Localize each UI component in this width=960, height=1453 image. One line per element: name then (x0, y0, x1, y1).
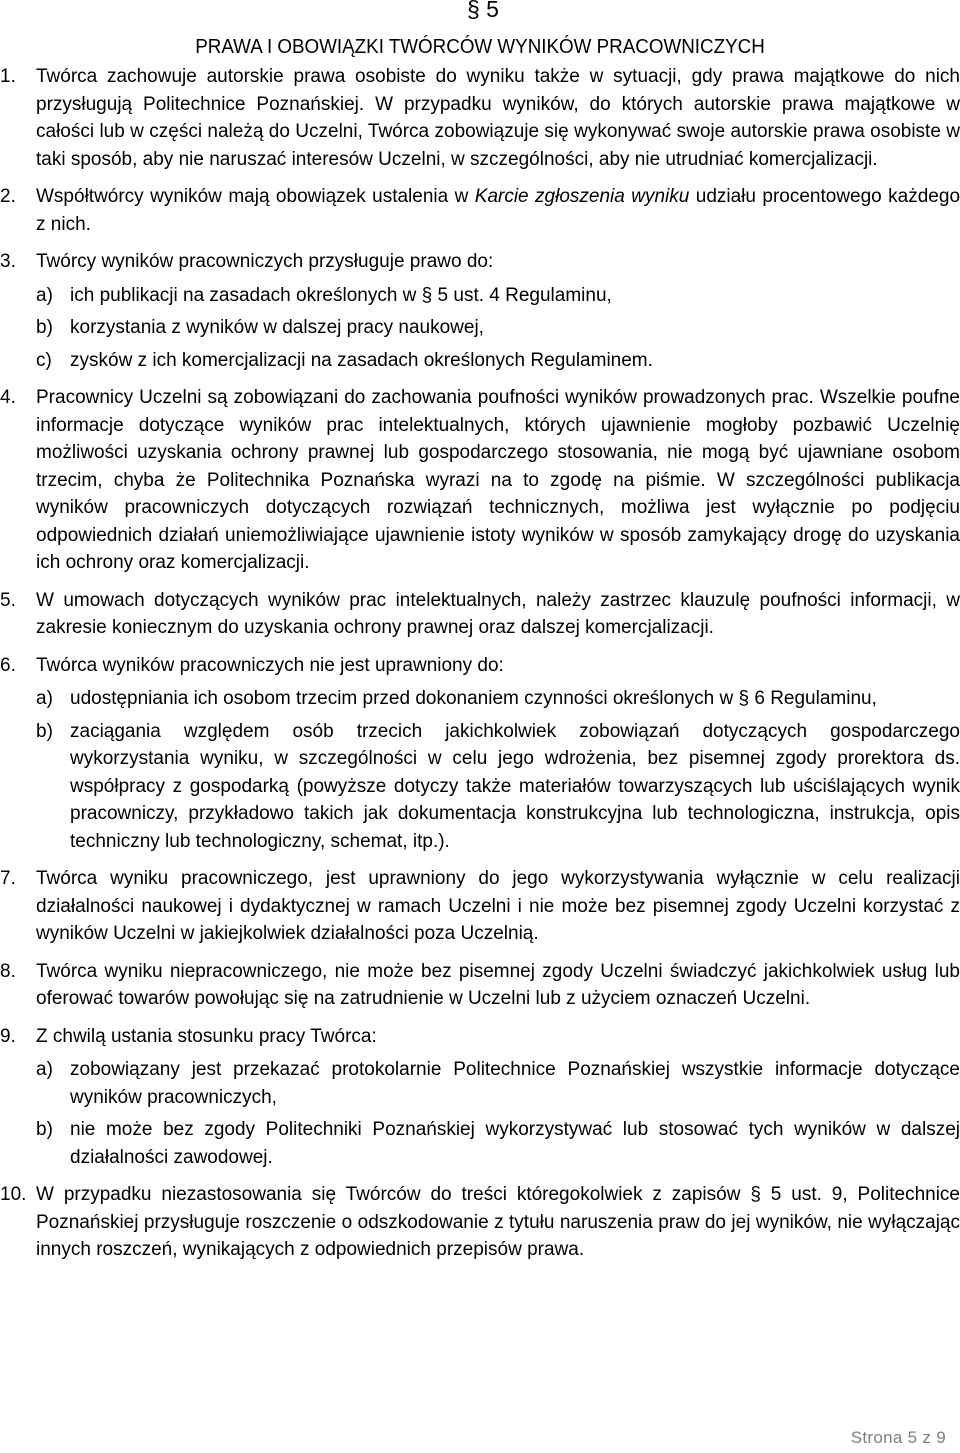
sub-letter: c) (36, 349, 52, 371)
item-text: Pracownicy Uczelni są zobowiązani do zachowania poufności wyników prowadzonych prac. Wszelkie poufne informacje dotyczące wyników prac intelektualnych, których ujawnienie mogłoby pozbawić Uczelnię możliwości uzyskania ochrony prawnej lub gospodarczego stosowania, nie mogą być ujawniane osobom trzecim, chyba że Politechnika Poznańska wyrazi na to zgodę na piśmie. W szczególności publikacja wyników pracowniczych dotyczących rozwiązań technicznych, możliwa jest wyłącznie po podjęciu odpowiednich działań uniemożliwiające ujawnienie istoty wyników w sposób zamykający drogę do uzyskania ich ochrony oraz komercjalizacji. (36, 387, 960, 573)
list-item (0, 865, 960, 948)
section-title: PRAWA I OBOWIĄZKI TWÓRCÓW WYNIKÓW PRACOWNICZYCH (195, 36, 765, 58)
list-item (0, 652, 960, 856)
sub-text: zaciągania względem osób trzecich jakichkolwiek zobowiązań dotyczących gospodarczego wykorzystania wyniku, w szczególności w celu jego wdrożenia, bez pisemnej zgody prorektora ds. współpracy z gospodarką (powyższe dotyczy także materiałów towarzyszących lub uściślających wynik pracowniczy, przykładowo takich jak dokumentacja konstrukcyjna lub technologiczna, instrukcja, opis techniczny lub technologiczny, schemat, itp.). (70, 720, 960, 852)
item-text: W przypadku niezastosowania się Twórców do treści któregokolwiek z zapisów § 5 ust. 9, Politechnice Poznańskiej przysługuje roszczenie o odszkodowanie z tytułu naruszenia praw do jej wyników, nie wyłączając innych roszczeń, wynikających z odpowiednich przepisów prawa. (36, 1184, 960, 1260)
item-number: 4. (0, 387, 16, 408)
item-number: 7. (0, 868, 16, 889)
sub-text: zobowiązany jest przekazać protokolarnie Politechnice Poznańskiej wszystkie informacje dotyczące wyników pracowniczych, (70, 1059, 960, 1108)
list-item (0, 958, 960, 1013)
list-item (0, 63, 960, 173)
item-number: 5. (0, 589, 16, 611)
item-lead: Z chwilą ustania stosunku pracy Twórca: (36, 1025, 377, 1047)
sub-text: zysków z ich komercjalizacji na zasadach określonych Regulaminem. (70, 349, 653, 371)
paragraph-marker: § 5 (467, 0, 499, 22)
list-item (0, 248, 960, 374)
sub-text: ich publikacji na zasadach określonych w § 5 ust. 4 Regulaminu, (70, 284, 612, 306)
item-number: 8. (0, 960, 16, 982)
sub-item (36, 282, 960, 310)
item-lead: Twórca wyników pracowniczych nie jest uprawniony do: (36, 654, 504, 676)
item-number: 10. (0, 1184, 27, 1205)
list-item (0, 384, 960, 577)
item-text: Twórca zachowuje autorskie prawa osobiste do wyniku także w sytuacji, gdy prawa majątkowe do nich przysługują Politechnice Poznańskiej. W przypadku wyników, do których autorskie prawa majątkowe w całości lub w części należą do Uczelni, Twórca zobowiązuje się wykonywać swoje autorskie prawa osobiste w taki sposób, aby nie naruszać interesów Uczelni, w szczególności, aby nie utrudniać komercjalizacji. (36, 66, 960, 170)
list-item (0, 1023, 960, 1172)
item-lead: Twórcy wyników pracowniczych przysługuje prawo do: (36, 251, 494, 272)
item-text: W umowach dotyczących wyników prac intelektualnych, należy zastrzec klauzulę poufności informacji, w zakresie koniecznym do uzyskania ochrony prawnej oraz dalszej komercjalizacji. (36, 589, 960, 638)
sub-item (36, 685, 960, 713)
italic-form-name: Karcie zgłoszenia wyniku (474, 186, 690, 207)
sub-text: udostępniania ich osobom trzecim przed dokonaniem czynności określonych w § 6 Regulaminu, (70, 688, 877, 709)
item-number: 2. (0, 186, 16, 207)
sub-item (36, 1056, 960, 1111)
item-text: Twórca wyniku pracowniczego, jest uprawniony do jego wykorzystywania wyłącznie w celu realizacji działalności naukowej i dydaktycznej w ramach Uczelni i nie może bez pisemnej zgody Uczelni korzystać z wyników Uczelni w jakiejkolwiek działalności poza Uczelnią. (36, 868, 960, 944)
list-item (0, 1181, 960, 1264)
sub-letter: b) (36, 720, 53, 742)
sub-item (36, 718, 960, 856)
list-item (0, 587, 960, 642)
item-number: 9. (0, 1025, 16, 1047)
item-number: 3. (0, 251, 16, 272)
item-number: 6. (0, 654, 16, 676)
regulation-list (0, 63, 960, 1273)
item-number: 1. (0, 66, 16, 87)
sub-letter: b) (36, 1119, 53, 1140)
page-footer: Strona 5 z 9 (850, 1428, 946, 1447)
list-item (0, 183, 960, 238)
item-text-part: udziału procentowego każdego z nich. (36, 186, 960, 235)
sub-text: korzystania z wyników w dalszej pracy naukowej, (70, 317, 484, 338)
item-text-part: Współtwórcy wyników mają obowiązek ustalenia w (36, 186, 475, 207)
sub-item (36, 1116, 960, 1171)
sub-letter: a) (36, 284, 53, 306)
sub-letter: b) (36, 317, 53, 338)
sub-text: nie może bez zgody Politechniki Poznańskiej wykorzystywać lub stosować tych wyników w dalszej działalności zawodowej. (70, 1119, 960, 1168)
item-text (36, 183, 960, 238)
sub-item (36, 347, 960, 375)
item-text: Twórca wyniku niepracowniczego, nie może bez pisemnej zgody Uczelni świadczyć jakichkolwiek usług lub oferować towarów powołując się na zatrudnienie w Uczelni lub z użyciem oznaczeń Uczelni. (36, 960, 960, 1009)
sub-letter: a) (36, 688, 53, 709)
sub-letter: a) (36, 1059, 53, 1080)
sub-item (36, 314, 960, 342)
